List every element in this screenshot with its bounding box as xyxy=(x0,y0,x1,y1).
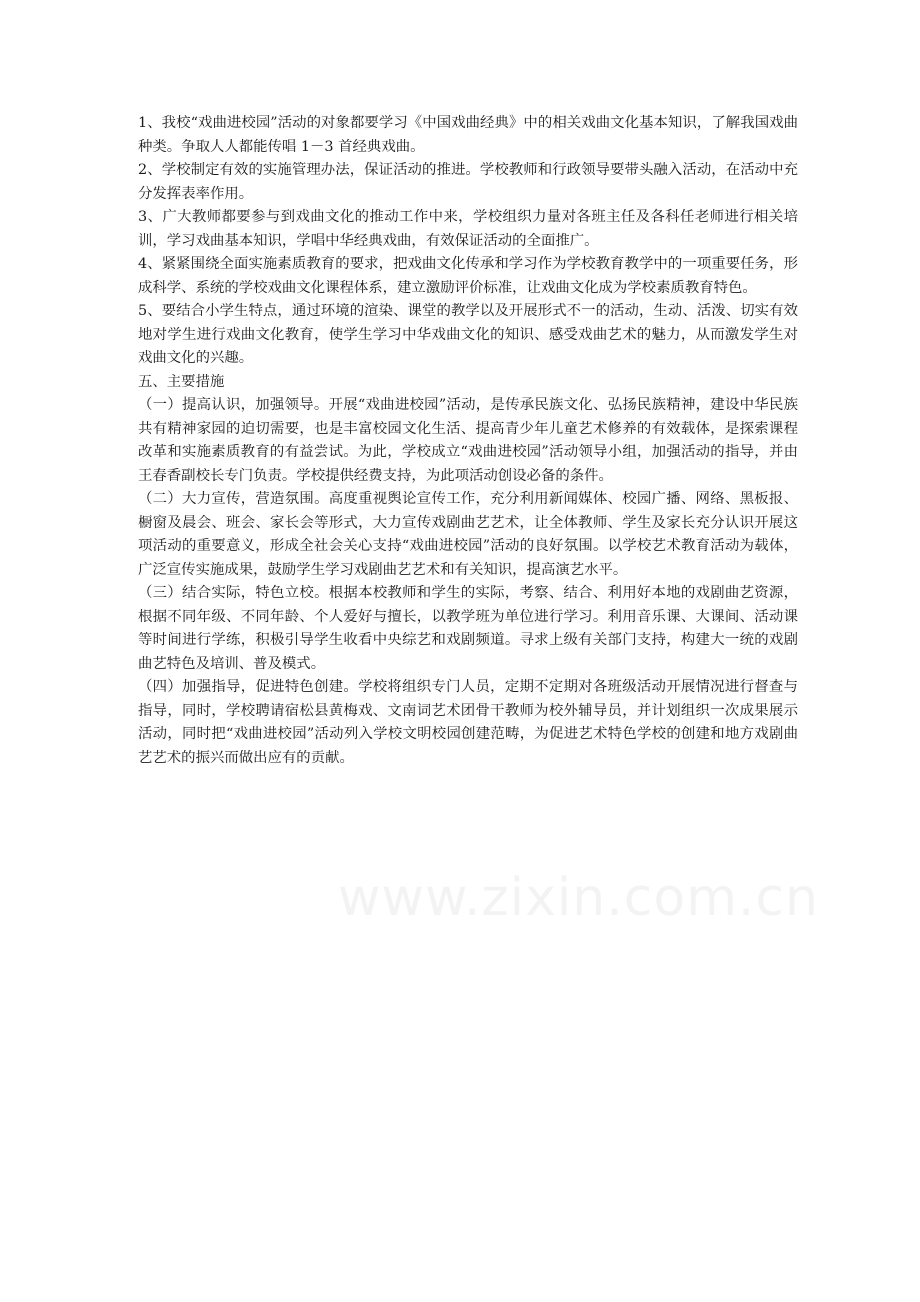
watermark-text: www.zixin.com.cn xyxy=(338,868,819,928)
measure-paragraph-1: （一）提高认识，加强领导。开展“戏曲进校园”活动，是传承民族文化、弘扬民族精神，建设中华民族共有精神家园的迫切需要，也是丰富校园文化生活、提高青少年儿童艺术修养的有效载体，是探索课程改革和实施素质教育的有益尝试。为此，学校成立“戏曲进校园”活动领导小组，加强活动的指导，并由王春香副校长专门负责。学校提供经费支持，为此项活动创设必备的条件。 xyxy=(138,397,798,484)
paragraph-item-3: 3、广大教师都要参与到戏曲文化的推动工作中来，学校组织力量对各班主任及各科任老师进行相关培训，学习戏曲基本知识，学唱中华经典戏曲，有效保证活动的全面推广。 xyxy=(138,209,798,249)
paragraph-item-2: 2、学校制定有效的实施管理办法，保证活动的推进。学校教师和行政领导要带头融入活动，在活动中充分发挥表率作用。 xyxy=(138,162,798,202)
paragraph-item-1: 1、我校“戏曲进校园”活动的对象都要学习《中国戏曲经典》中的相关戏曲文化基本知识，了解我国戏曲种类。争取人人都能传唱 1－3 首经典戏曲。 xyxy=(138,115,798,155)
paragraph-item-4: 4、紧紧围绕全面实施素质教育的要求，把戏曲文化传承和学习作为学校教育教学中的一项重要任务，形成科学、系统的学校戏曲文化课程体系，建立激励评价标准，让戏曲文化成为学校素质教育特色。 xyxy=(138,256,798,296)
measure-paragraph-3: （三）结合实际，特色立校。根据本校教师和学生的实际，考察、结合、利用好本地的戏剧曲艺资源，根据不同年级、不同年龄、个人爱好与擅长，以教学班为单位进行学习。利用音乐课、大课间、活动课等时间进行学练，积极引导学生收看中央综艺和戏剧频道。寻求上级有关部门支持，构建大一统的戏剧曲艺特色及培训、普及模式。 xyxy=(138,585,798,672)
measure-paragraph-4: （四）加强指导，促进特色创建。学校将组织专门人员，定期不定期对各班级活动开展情况进行督查与指导，同时，学校聘请宿松县黄梅戏、文南词艺术团骨干教师为校外辅导员，并计划组织一次成果展示活动，同时把“戏曲进校园”活动列入学校文明校园创建范畴，为促进艺术特色学校的创建和地方戏剧曲艺艺术的振兴而做出应有的贡献。 xyxy=(138,679,798,766)
document-body xyxy=(138,112,798,770)
measure-paragraph-2: （二）大力宣传，营造氛围。高度重视舆论宣传工作，充分利用新闻媒体、校园广播、网络、黑板报、橱窗及晨会、班会、家长会等形式，大力宣传戏剧曲艺艺术，让全体教师、学生及家长充分认识开展这项活动的重要意义，形成全社会关心支持“戏曲进校园”活动的良好氛围。以学校艺术教育活动为载体，广泛宣传实施成果，鼓励学生学习戏剧曲艺艺术和有关知识，提高演艺水平。 xyxy=(138,491,798,578)
section-heading-measures: 五、主要措施 xyxy=(138,373,225,390)
paragraph-item-5: 5、要结合小学生特点，通过环境的渲染、课堂的教学以及开展形式不一的活动，生动、活泼、切实有效地对学生进行戏曲文化教育，使学生学习中华戏曲文化的知识、感受戏曲艺术的魅力，从而激发学生对戏曲文化的兴趣。 xyxy=(138,303,798,366)
